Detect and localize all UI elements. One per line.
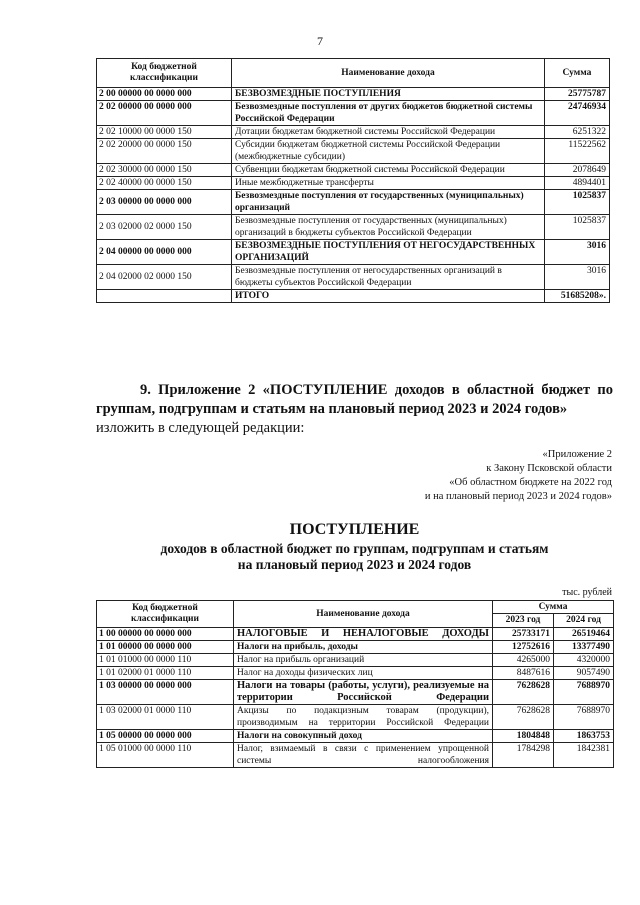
- name-cell: Безвозмездные поступления от негосударственных организаций в бюджеты субъектов Российской Федерации: [232, 265, 545, 290]
- value-2024-cell: 26519464: [554, 628, 614, 641]
- table-total-row: [97, 290, 610, 303]
- value-2023-cell: 7628628: [493, 705, 554, 730]
- table-row: [97, 139, 610, 164]
- appendix-line: и на плановый период 2023 и 2024 годов»: [424, 491, 612, 502]
- code-cell: 1 05 00000 00 0000 000: [97, 730, 234, 743]
- value-2024-cell: 1863753: [554, 730, 614, 743]
- paragraph-line-1: 9. Приложение 2 «ПОСТУПЛЕНИЕ доходов в областной бюджет по: [140, 382, 613, 398]
- code-cell: 2 00 00000 00 0000 000: [97, 88, 232, 101]
- value-2023-cell: 8487616: [493, 667, 554, 680]
- value-2023-cell: 12752616: [493, 641, 554, 654]
- table-row: [97, 164, 610, 177]
- table-row: [97, 730, 614, 743]
- name-cell: Налоги на совокупный доход: [234, 730, 493, 743]
- revenue-table-2023-2024: [96, 600, 614, 768]
- code-cell: 2 03 02000 02 0000 150: [97, 215, 232, 240]
- name-cell: Безвозмездные поступления от государственных (муниципальных) организаций: [232, 190, 545, 215]
- table-row: [97, 265, 610, 290]
- table-row: [97, 190, 610, 215]
- appendix-reference: [352, 448, 612, 504]
- name-cell: Безвозмездные поступления от государственных (муниципальных) организаций в бюджеты субъектов Российской Федерации: [232, 215, 545, 240]
- header-sum: Сумма: [493, 601, 614, 614]
- document-subtitle-1: доходов в областной бюджет по группам, подгруппам и статьям: [160, 541, 549, 556]
- page-number: 7: [317, 34, 323, 48]
- name-cell: НАЛОГОВЫЕ И НЕНАЛОГОВЫЕ ДОХОДЫ: [234, 628, 493, 641]
- code-cell: 2 03 00000 00 0000 000: [97, 190, 232, 215]
- code-cell: 2 02 10000 00 0000 150: [97, 126, 232, 139]
- name-cell: Акцизы по подакцизным товарам (продукции), производимым на территории Российской Федерации: [234, 705, 493, 730]
- name-cell: Дотации бюджетам бюджетной системы Российской Федерации: [232, 126, 545, 139]
- name-cell: Субсидии бюджетам бюджетной системы Российской Федерации (межбюджетные субсидии): [232, 139, 545, 164]
- name-cell: БЕЗВОЗМЕЗДНЫЕ ПОСТУПЛЕНИЯ: [232, 88, 545, 101]
- header-name: Наименование дохода: [234, 601, 493, 628]
- sum-cell: 3016: [545, 240, 610, 265]
- name-cell: БЕЗВОЗМЕЗДНЫЕ ПОСТУПЛЕНИЯ ОТ НЕГОСУДАРСТВЕННЫХ ОРГАНИЗАЦИЙ: [232, 240, 545, 265]
- code-cell: 2 02 30000 00 0000 150: [97, 164, 232, 177]
- appendix-line: «Приложение 2: [542, 449, 612, 460]
- name-cell: Налоги на товары (работы, услуги), реализуемые на территории Российской Федерации: [234, 680, 493, 705]
- value-2024-cell: 9057490: [554, 667, 614, 680]
- value-2024-cell: 7688970: [554, 680, 614, 705]
- header-code: Код бюджетной классификации: [97, 59, 232, 88]
- value-2023-cell: 25733171: [493, 628, 554, 641]
- revenue-table-2022: [96, 58, 610, 303]
- table-row: [97, 628, 614, 641]
- value-2023-cell: 7628628: [493, 680, 554, 705]
- value-2023-cell: 1804848: [493, 730, 554, 743]
- header-sum: Сумма: [545, 59, 610, 88]
- code-cell: 2 02 00000 00 0000 000: [97, 101, 232, 126]
- code-cell: 1 01 01000 00 0000 110: [97, 654, 234, 667]
- code-cell: 1 05 01000 00 0000 110: [97, 743, 234, 768]
- table-row: [97, 126, 610, 139]
- paragraph-line-3: изложить в следующей редакции:: [96, 420, 305, 436]
- sum-cell: 1025837: [545, 190, 610, 215]
- table-row: [97, 743, 614, 768]
- paragraph-line-2: группам, подгруппам и статьям на плановый период 2023 и 2024 годов»: [96, 401, 568, 417]
- name-cell: Налог на прибыль организаций: [234, 654, 493, 667]
- name-cell: Иные межбюджетные трансферты: [232, 177, 545, 190]
- table-row: [97, 654, 614, 667]
- value-2024-cell: 13377490: [554, 641, 614, 654]
- sum-cell: 51685208».: [545, 290, 610, 303]
- name-cell: Налог на доходы физических лиц: [234, 667, 493, 680]
- sum-cell: 24746934: [545, 101, 610, 126]
- document-title: ПОСТУПЛЕНИЕ: [289, 521, 420, 538]
- header-2024: 2024 год: [554, 614, 614, 628]
- value-2024-cell: 4320000: [554, 654, 614, 667]
- sum-cell: 3016: [545, 265, 610, 290]
- code-cell: 2 04 02000 02 0000 150: [97, 265, 232, 290]
- amendment-paragraph: [96, 381, 613, 438]
- table-row: [97, 705, 614, 730]
- sum-cell: 1025837: [545, 215, 610, 240]
- table-row: [97, 101, 610, 126]
- code-cell: 2 02 20000 00 0000 150: [97, 139, 232, 164]
- document-subtitle-2: на плановый период 2023 и 2024 годов: [237, 557, 472, 572]
- name-cell: Безвозмездные поступления от других бюджетов бюджетной системы Российской Федерации: [232, 101, 545, 126]
- name-cell: Налог, взимаемый в связи с применением упрощенной системы налогообложения: [234, 743, 493, 768]
- code-cell: 1 03 02000 01 0000 110: [97, 705, 234, 730]
- value-2023-cell: 1784298: [493, 743, 554, 768]
- code-cell: 1 00 00000 00 0000 000: [97, 628, 234, 641]
- value-2024-cell: 7688970: [554, 705, 614, 730]
- table-row: [97, 88, 610, 101]
- currency-note: тыс. рублей: [562, 587, 612, 598]
- name-cell: Субвенции бюджетам бюджетной системы Российской Федерации: [232, 164, 545, 177]
- name-cell: ИТОГО: [232, 290, 545, 303]
- header-code: Код бюджетной классификации: [97, 601, 234, 628]
- code-cell: [97, 290, 232, 303]
- appendix-line: «Об областном бюджете на 2022 год: [449, 477, 612, 488]
- code-cell: 2 04 00000 00 0000 000: [97, 240, 232, 265]
- header-name: Наименование дохода: [232, 59, 545, 88]
- code-cell: 1 03 00000 00 0000 000: [97, 680, 234, 705]
- sum-cell: 2078649: [545, 164, 610, 177]
- name-cell: Налоги на прибыль, доходы: [234, 641, 493, 654]
- code-cell: 1 01 00000 00 0000 000: [97, 641, 234, 654]
- table-header-row: [97, 59, 610, 88]
- table-row: [97, 641, 614, 654]
- table-row: [97, 177, 610, 190]
- code-cell: 1 01 02000 01 0000 110: [97, 667, 234, 680]
- appendix-line: к Закону Псковской области: [486, 463, 612, 474]
- table-header-row: [97, 601, 614, 614]
- table-row: [97, 240, 610, 265]
- table-row: [97, 667, 614, 680]
- sum-cell: 11522562: [545, 139, 610, 164]
- sum-cell: 4894401: [545, 177, 610, 190]
- header-2023: 2023 год: [493, 614, 554, 628]
- table-row: [97, 680, 614, 705]
- sum-cell: 25775787: [545, 88, 610, 101]
- table-row: [97, 215, 610, 240]
- value-2024-cell: 1842381: [554, 743, 614, 768]
- code-cell: 2 02 40000 00 0000 150: [97, 177, 232, 190]
- value-2023-cell: 4265000: [493, 654, 554, 667]
- sum-cell: 6251322: [545, 126, 610, 139]
